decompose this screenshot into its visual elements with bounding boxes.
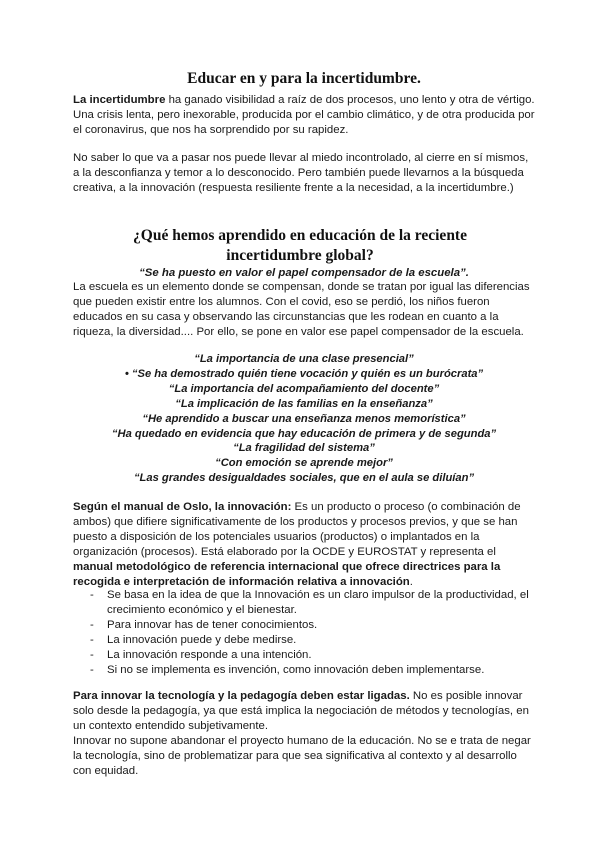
quote-item: “La fragilidad del sistema”	[233, 442, 375, 455]
list-item-text: Se basa en la idea de que la Innovación es un claro impulsor de la productividad, el crecimiento económico y el bienestar.	[107, 589, 529, 617]
quote-item: “He aprendido a buscar una enseñanza menos memorística”	[142, 412, 466, 425]
section-heading: ¿Qué hemos aprendido en educación de la reciente incertidumbre global?	[133, 227, 467, 264]
quote-item: “La implicación de las familias en la enseñanza”	[175, 397, 433, 410]
list-item-text: La innovación puede y debe medirse.	[107, 634, 297, 647]
closing-bold-lead: Para innovar la tecnología y la pedagogía deben estar ligadas.	[73, 690, 410, 702]
list-item	[73, 663, 535, 678]
list-item	[73, 588, 535, 618]
oslo-bold-lead: Según el manual de Oslo, la innovación:	[73, 501, 292, 513]
document-title: Educar en y para la incertidumbre.	[187, 70, 421, 87]
list-item	[73, 648, 535, 663]
oslo-paragraph	[73, 500, 535, 591]
quotes-list	[73, 352, 535, 486]
closing-text: No es posible innovar solo desde la pedagogía, ya que está implica la negociación de métodos y tecnologías, en un contexto entendido subjetivamente.	[73, 690, 529, 733]
list-item-text: Para innovar has de tener conocimientos.	[107, 619, 318, 632]
oslo-text: Es un producto o proceso (o combinación de ambos) que difiere significativamente de los productos y procesos previos, y que se han puesto a disposición de los potenciales usuarios (productos) o implantados en la organización (procesos). Está elaborado por la OCDE y EUROSTAT y representa el	[73, 501, 521, 559]
quote-item: “Con emoción se aprende mejor”	[215, 457, 393, 470]
dash-marker: -	[90, 664, 94, 677]
dash-marker: -	[90, 619, 94, 632]
quote-item: • “Se ha demostrado quién tiene vocación y quién es un burócrata”	[124, 367, 484, 380]
list-item	[73, 618, 535, 633]
list-item-text: La innovación responde a una intención.	[107, 649, 312, 662]
closing-paragraph	[73, 689, 535, 780]
dash-marker: -	[90, 649, 94, 662]
intro-paragraph-2: No saber lo que va a pasar nos puede llevar al miedo incontrolado, al cierre en sí mismos, a la desconfianza y temor a lo desconocido. Pero también puede llevarnos a la búsqueda creativa, a la innovación (respuesta resiliente frente a la necesidad, a la incertidumbre.)	[73, 152, 529, 195]
closing-line-2: Innovar no supone abandonar el proyecto humano de la educación. No se e trata de negar la tecnología, sino de problematizar para que sea significativa al contexto y al desarrollo con equidad.	[73, 735, 531, 778]
oslo-end: .	[409, 576, 413, 589]
dash-marker: -	[90, 589, 94, 601]
dash-marker: -	[90, 634, 94, 647]
intro-bold-lead: La incertidumbre	[73, 94, 166, 106]
section-quote: “Se ha puesto en valor el papel compensador de la escuela”.	[139, 267, 469, 279]
quote-item: “Las grandes desigualdades sociales, que en el aula se diluían”	[133, 472, 475, 485]
quote-item: “La importancia del acompañamiento del docente”	[168, 382, 440, 395]
oslo-bold-tail: manual metodológico de referencia internacional que ofrece directrices para la recogida e interpretación de información relativa a innovación	[73, 561, 501, 589]
list-item-text: Si no se implementa es invención, como innovación deben implementarse.	[107, 664, 485, 677]
quote-item: “Ha quedado en evidencia que hay educación de primera y de segunda”	[111, 427, 497, 440]
quote-item: “La importancia de una clase presencial”	[194, 353, 414, 365]
intro-paragraph	[73, 93, 535, 138]
intro-text: ha ganado visibilidad a raíz de dos procesos, uno lento y otra de vértigo. Una crisis lenta, pero inexorable, producida por el cambio climático, y de otra producida por el coronavirus, que nos ha sorprendido por su rapidez.	[73, 94, 535, 137]
section-paragraph: La escuela es un elemento donde se compensan, donde se tratan por igual las diferencias que pueden existir entre los alumnos. Con el covid, eso se perdió, los niños fueron educados en su casa y observando las circunstancias que les rodean en cuanto a la riqueza, la diversidad.... Por ello, se pone en valor ese papel compensador de la escuela.	[73, 281, 530, 339]
list-item	[73, 633, 535, 648]
oslo-bullet-list	[73, 588, 535, 679]
